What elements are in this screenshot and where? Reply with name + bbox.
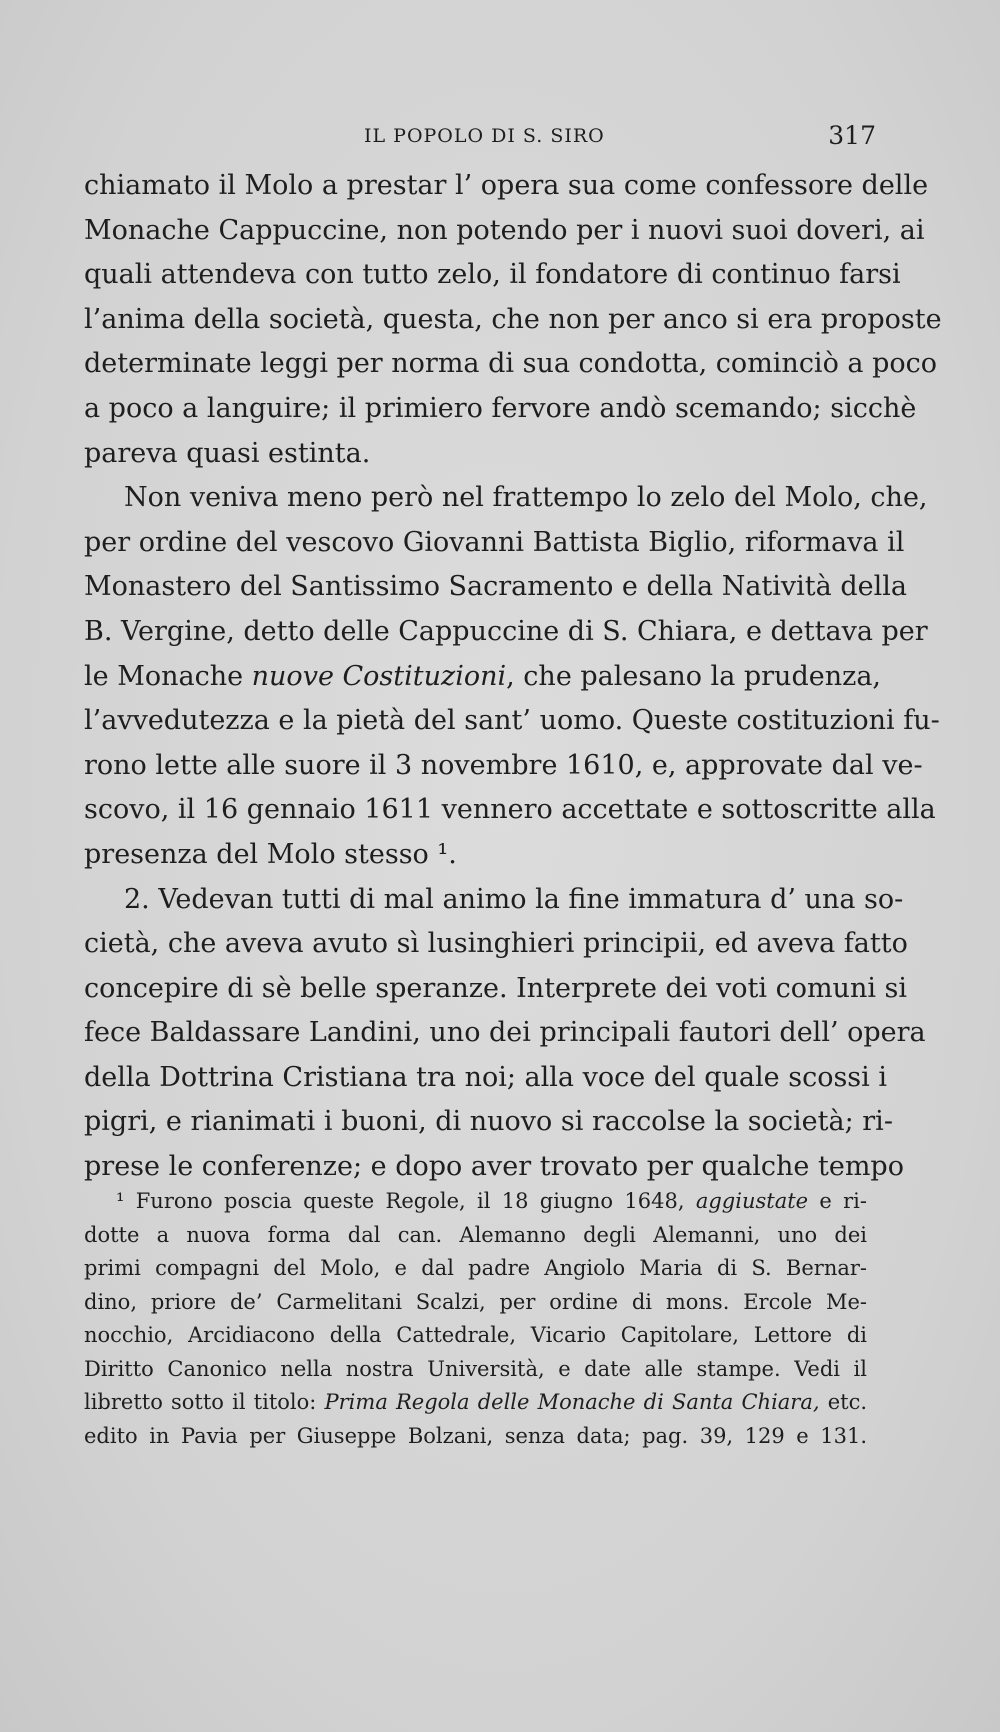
text-line: Non veniva meno però nel frattempo lo zelo del Molo, che, — [124, 482, 928, 514]
footnote-line — [84, 1185, 867, 1219]
text-line: cietà, che aveva avuto sì lusinghieri principii, ed aveva fatto — [84, 928, 908, 960]
text-segment: etc. — [819, 1390, 867, 1414]
text-line: per ordine del vescovo Giovanni Battista Biglio, riformava il — [84, 526, 905, 558]
text-line: l’anima della società, questa, che non per anco si era proposte — [84, 303, 942, 335]
footnote-line: dino, priore de’ Carmelitani Scalzi, per ordine di mons. Ercole Me- — [84, 1289, 867, 1314]
italic-title: nuove Costituzioni — [251, 660, 507, 692]
text-line — [84, 655, 882, 700]
running-head: IL POPOLO DI S. SIRO — [364, 125, 605, 147]
text-line: quali attendeva con tutto zelo, il fondatore di continuo farsi — [84, 259, 901, 291]
footnote-line — [84, 1386, 867, 1420]
text-line: determinate leggi per norma di sua condotta, cominciò a poco — [84, 348, 938, 380]
text-segment: e ri- — [808, 1189, 867, 1213]
text-line: B. Vergine, detto delle Cappuccine di S. Chiara, e dettava per — [84, 615, 928, 647]
text-segment: libretto sotto il titolo: — [84, 1390, 325, 1414]
footnote-line: dotte a nuova forma dal can. Alemanno degli Alemanni, uno dei — [84, 1222, 867, 1247]
text-line: a poco a languire; il primiero fervore andò scemando; sicchè — [84, 392, 917, 424]
text-line: pareva quasi estinta. — [84, 437, 371, 469]
text-segment: ¹ Furono poscia queste Regole, il 18 giugno 1648, — [116, 1189, 696, 1213]
text-line: della Dottrina Cristiana tra noi; alla voce del quale scossi i — [84, 1061, 888, 1093]
footnote-line: Diritto Canonico nella nostra Università, e date alle stampe. Vedi il — [84, 1356, 867, 1381]
text-line: rono lette alle suore il 3 novembre 1610, e, approvate dal ve- — [84, 749, 923, 781]
text-line: scovo, il 16 gennaio 1611 vennero accettate e sottoscritte alla — [84, 794, 936, 826]
page-number: 317 — [828, 121, 876, 150]
text-line: chiamato il Molo a prestar l’ opera sua come confessore delle — [84, 170, 929, 201]
footnote — [84, 1185, 867, 1453]
text-line: Monache Cappuccine, non potendo per i nuovi suoi doveri, ai — [84, 214, 925, 246]
text-line: fece Baldassare Landini, uno dei principali fautori dell’ opera — [84, 1017, 926, 1049]
text-line: Monastero del Santissimo Sacramento e della Natività della — [84, 571, 907, 603]
footnote-line: edito in Pavia per Giuseppe Bolzani, senza data; pag. 39, 129 e 131. — [84, 1423, 867, 1448]
italic-word: aggiustate — [695, 1189, 809, 1213]
italic-title: Prima Regola delle Monache di Santa Chiara, — [324, 1390, 820, 1414]
text-segment: le Monache — [84, 660, 252, 692]
footnote-line: primi compagni del Molo, e dal padre Angiolo Maria di S. Bernar- — [84, 1256, 867, 1280]
text-line: prese le conferenze; e dopo aver trovato per qualche tempo — [84, 1151, 904, 1183]
text-line: l’avvedutezza e la pietà del sant’ uomo. Queste costituzioni fu- — [84, 705, 940, 737]
text-line: presenza del Molo stesso ¹. — [84, 838, 457, 870]
body-text — [84, 164, 942, 1190]
page-header — [84, 121, 876, 155]
text-line: 2. Vedevan tutti di mal animo la fine immatura d’ una so- — [124, 883, 904, 915]
text-segment: , che palesano la prudenza, — [506, 660, 882, 692]
text-line: pigri, e rianimati i buoni, di nuovo si raccolse la società; ri- — [84, 1106, 893, 1138]
text-line: concepire di sè belle speranze. Interprete dei voti comuni si — [84, 972, 908, 1004]
footnote-line: nocchio, Arcidiacono della Cattedrale, Vicario Capitolare, Lettore di — [84, 1323, 867, 1347]
